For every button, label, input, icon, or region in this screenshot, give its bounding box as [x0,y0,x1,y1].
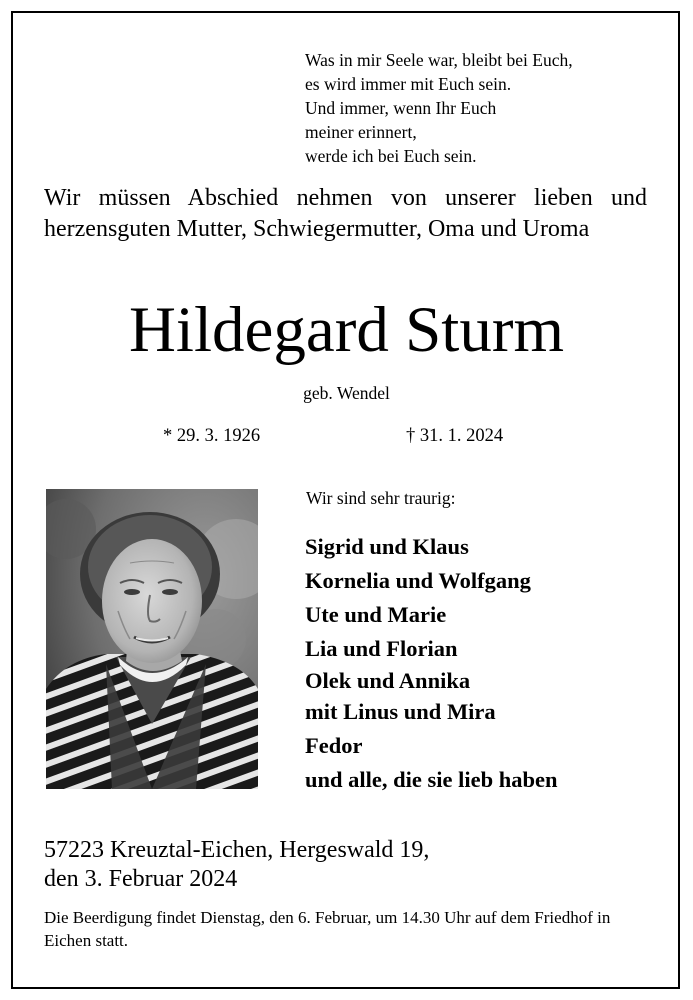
mourners-list [305,530,558,797]
address-block [44,836,429,894]
mourner-line: Ute und Marie [305,602,447,627]
mourner-line: Olek und Annika [305,668,471,693]
intro-text: Wir müssen Abschied nehmen von unserer lieben und herzensguten Mutter, Schwiegermutter, Oma und Uroma [44,185,647,242]
birth-name: geb. Wendel [303,383,390,403]
poem-line: Was in mir Seele war, bleibt bei Euch, [305,50,573,70]
poem-line: Und immer, wenn Ihr Euch [305,98,497,118]
mourner-line: und alle, die sie lieb haben [305,767,558,792]
death-date: † 31. 1. 2024 [406,426,504,446]
funeral-notice: Die Beerdigung findet Dienstag, den 6. Februar, um 14.30 Uhr auf dem Friedhof in Eichen statt. [44,908,611,950]
portrait-photo [46,489,258,789]
mourner-line: Kornelia und Wolfgang [305,568,531,593]
poem [305,48,573,168]
mourner-line: Sigrid und Klaus [305,534,469,559]
mourner-line: mit Linus und Mira [305,699,496,724]
poem-line: werde ich bei Euch sein. [305,146,477,166]
date-line: den 3. Februar 2024 [44,866,238,892]
poem-line: es wird immer mit Euch sein. [305,74,512,94]
birth-date: * 29. 3. 1926 [163,426,261,446]
address-line: 57223 Kreuztal-Eichen, Hergeswald 19, [44,837,430,863]
mourner-line: Lia und Florian [305,636,458,661]
poem-line: meiner erinnert, [305,122,417,142]
mourners-intro: Wir sind sehr traurig: [306,488,456,508]
mourner-line: Fedor [305,733,363,758]
deceased-name: Hildegard Sturm [128,294,565,366]
